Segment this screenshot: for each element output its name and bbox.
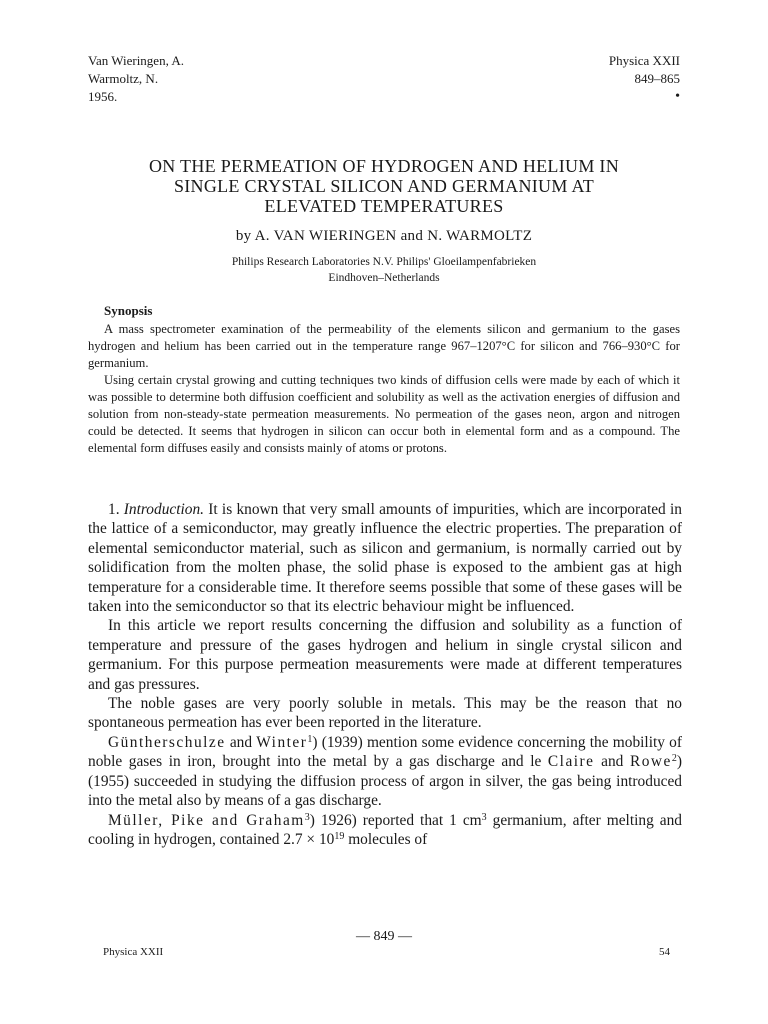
section-heading: Introduction.: [123, 501, 205, 518]
conjunction-2: and: [601, 753, 624, 771]
header-author-1: Van Wieringen, A.: [88, 53, 184, 68]
header-journal: Physica XXII: [608, 53, 680, 68]
title-line-2: SINGLE CRYSTAL SILICON AND GERMANIUM AT: [173, 176, 595, 196]
title-line-3: ELEVATED TEMPERATURES: [264, 196, 504, 216]
paragraph-4-text-2: ) (1955) succeeded in studying the diffusion process of argon in silver, the gas being introduced into the metal also by means of a gas discharge.: [88, 753, 682, 810]
superscript-exponent: 19: [334, 830, 345, 842]
body-paragraph-1: [88, 500, 682, 616]
header-year: 1956.: [88, 89, 118, 104]
body-paragraph-2: In this article we report results concerning the diffusion and solubility as a function of temperature and pressure of the gases hydrogen and helium in single crystal silicon and germanium. For this purpose permeation measurements were made at different temperatures and gas pressures.: [88, 617, 682, 693]
reference-3: 3: [304, 811, 310, 823]
footer-sheet-number: 54: [659, 946, 670, 958]
reference-1: 1: [307, 733, 313, 745]
footer-journal: Physica XXII: [103, 946, 164, 958]
header-author-2: Warmoltz, N.: [88, 71, 159, 86]
superscript-cubic: 3: [481, 811, 487, 823]
paragraph-5-text-2: germanium, after melting and cooling in hydrogen, contained 2.7 × 10: [88, 811, 682, 848]
paragraph-5-text-1: ) 1926) reported that 1 cm: [309, 811, 482, 829]
paper-title: [60, 156, 708, 216]
synopsis-heading: Synopsis: [104, 303, 153, 318]
cited-author-4: Rowe: [629, 753, 672, 771]
affiliation-line-2: Eindhoven–Netherlands: [328, 272, 440, 284]
section-number: 1.: [108, 501, 120, 518]
paragraph-5-text-3: molecules of: [344, 830, 428, 848]
title-line-1: ON THE PERMEATION OF HYDROGEN AND HELIUM IN: [148, 156, 620, 176]
author-byline: by A. VAN WIERINGEN and N. WARMOLTZ: [235, 228, 533, 244]
synopsis-paragraph-1: A mass spectrometer examination of the permeability of the elements silicon and germanium to the gases hydrogen and helium has been carried out in the temperature range 967–1207°C for silicon and 766–930°C for germanium.: [88, 322, 680, 370]
paragraph-4-text-1: ) (1939) mention some evidence concerning the mobility of noble gases in iron, brought into the metal by a gas discharge and le: [88, 733, 682, 771]
affiliation: [60, 254, 708, 286]
synopsis-text: [88, 321, 680, 457]
cited-authors-5: Müller, Pike and Graham: [108, 811, 305, 829]
paragraph-1-text: It is known that very small amounts of impurities, which are incorporated in the lattice of a semiconductor, may greatly influence the electric properties. The preparation of elemental semiconductor material, such as silicon and germanium, is normally carried out by solidification from the molten phase, the solid phase is exposed to the ambient gas at high temperature for a considerable time. It therefore seems possible that some of these gases will be taken into the semiconductor so that its electric behaviour might be influenced.: [88, 501, 682, 616]
cited-author-3: Claire: [547, 753, 595, 771]
header-pages: 849–865: [634, 71, 680, 86]
body-paragraph-3: The noble gases are very poorly soluble in metals. This may be the reason that no spontaneous permeation has ever been reported in the literature.: [88, 695, 682, 732]
cited-author-1: Güntherschulze: [108, 733, 226, 751]
affiliation-line-1: Philips Research Laboratories N.V. Philips' Gloeilampenfabrieken: [231, 256, 537, 268]
synopsis-paragraph-2: Using certain crystal growing and cutting techniques two kinds of diffusion cells were made by each of which it was possible to determine both diffusion coefficient and solubility as well as the activation energies of diffusion and solution from non-steady-state permeation measurements. No permeation of the gases neon, argon and nitrogen could be detected. It seems that hydrogen in silicon can occur both in elemental form and as a compound. The elemental form diffuses easily and consists mainly of atoms or protons.: [88, 373, 680, 455]
header-mark: •: [675, 89, 680, 104]
header-citation: [609, 52, 680, 106]
reference-2: 2: [671, 753, 677, 765]
cited-author-2: Winter: [256, 733, 308, 751]
body-text: [88, 500, 682, 849]
page-number: — 849 —: [356, 929, 412, 944]
header-authors: [88, 52, 184, 106]
conjunction: and: [229, 733, 253, 751]
body-paragraph-4: [88, 733, 682, 811]
body-paragraph-5: [88, 811, 682, 850]
